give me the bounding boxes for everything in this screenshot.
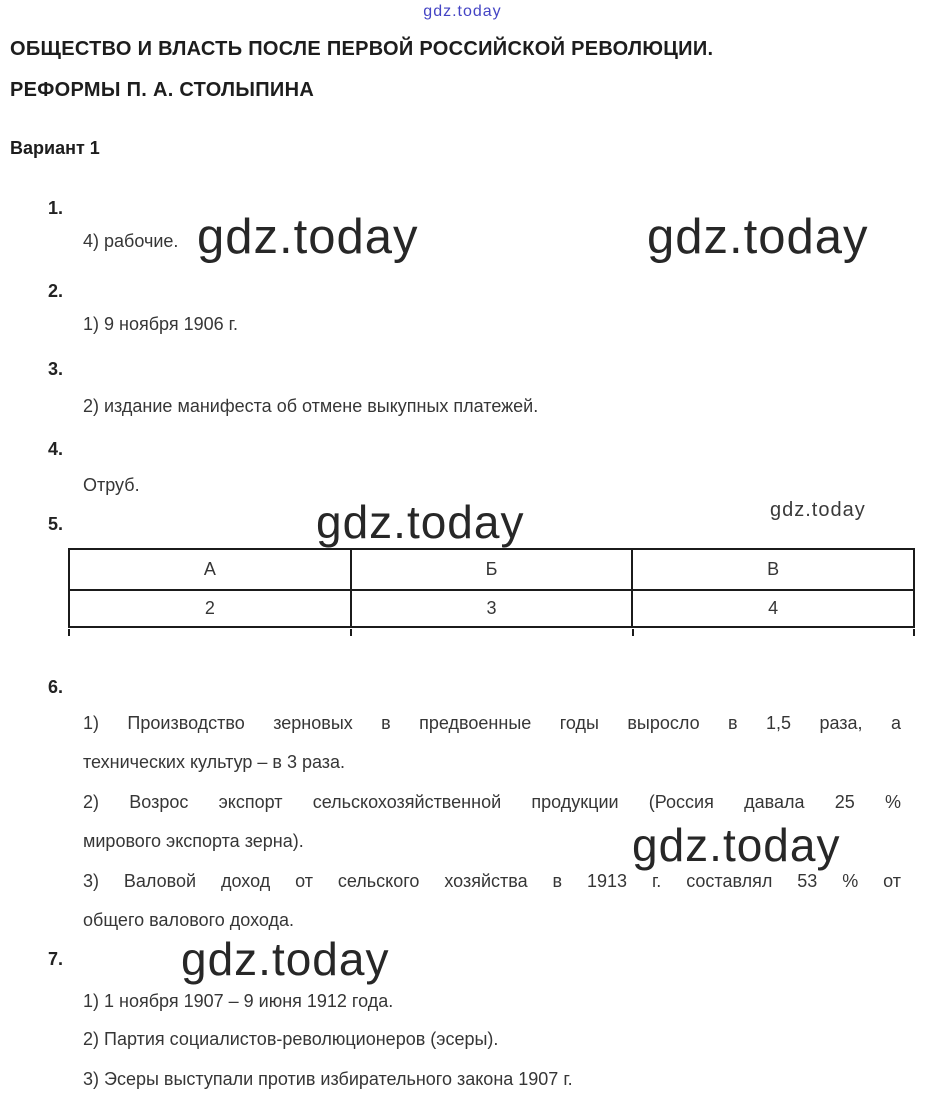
table-border-stub xyxy=(632,629,634,636)
question-2-answer: 1) 9 ноября 1906 г. xyxy=(83,314,238,334)
question-6-number: 6. xyxy=(48,677,64,697)
question-7-number: 7. xyxy=(48,949,64,969)
table-header-v: В xyxy=(632,549,914,590)
question-3-answer: 2) издание манифеста об отмене выкупных платежей. xyxy=(83,396,539,416)
question-6-line1: 1) Производство зерновых в предвоенные годы выросло в 1,5 раза, а xyxy=(83,713,901,733)
table-header-a: А xyxy=(69,549,351,590)
question-7-line2: 2) Партия социалистов-революционеров (эсеры). xyxy=(83,1029,499,1049)
question-6-line5: 3) Валовой доход от сельского хозяйства в 1913 г. составлял 53 % от xyxy=(83,871,901,891)
question-1-number: 1. xyxy=(48,198,64,218)
watermark-right-6: gdz.today xyxy=(632,819,841,871)
page-title-line2: РЕФОРМЫ П. А. СТОЛЫПИНА xyxy=(10,79,315,101)
watermark-top: gdz.today xyxy=(423,3,502,20)
watermark-right-1: gdz.today xyxy=(647,210,869,264)
question-5-number: 5. xyxy=(48,514,64,534)
answer-table xyxy=(68,548,915,628)
table-border-stub xyxy=(350,629,352,636)
question-3-number: 3. xyxy=(48,359,64,379)
table-value-b: 3 xyxy=(351,590,633,627)
question-6-line4: мирового экспорта зерна). xyxy=(83,831,304,851)
watermark-small-right-5: gdz.today xyxy=(770,499,866,521)
table-border-stub xyxy=(68,629,70,636)
watermark-center-5: gdz.today xyxy=(316,496,525,548)
watermark-inline-7: gdz.today xyxy=(181,933,390,985)
table-header-row xyxy=(69,549,914,590)
table-border-stub xyxy=(913,629,915,636)
table-value-v: 4 xyxy=(632,590,914,627)
question-1-answer: 4) рабочие. xyxy=(83,231,179,251)
question-6-line6: общего валового дохода. xyxy=(83,910,294,930)
question-7-line3: 3) Эсеры выступали против избирательного закона 1907 г. xyxy=(83,1069,573,1089)
question-7-line1: 1) 1 ноября 1907 – 9 июня 1912 года. xyxy=(83,991,394,1011)
question-4-answer: Отруб. xyxy=(83,475,140,495)
question-2-number: 2. xyxy=(48,281,64,301)
variant-label: Вариант 1 xyxy=(10,138,100,158)
question-6-line2: технических культур – в 3 раза. xyxy=(83,752,346,772)
table-value-row xyxy=(69,590,914,627)
watermark-inline-1: gdz.today xyxy=(197,210,419,264)
table-value-a: 2 xyxy=(69,590,351,627)
question-4-number: 4. xyxy=(48,439,64,459)
table-header-b: Б xyxy=(351,549,633,590)
page-title-line1: ОБЩЕСТВО И ВЛАСТЬ ПОСЛЕ ПЕРВОЙ РОССИЙСКОЙ РЕВОЛЮЦИИ. xyxy=(10,38,714,60)
question-6-line3: 2) Возрос экспорт сельскохозяйственной продукции (Россия давала 25 % xyxy=(83,792,901,812)
